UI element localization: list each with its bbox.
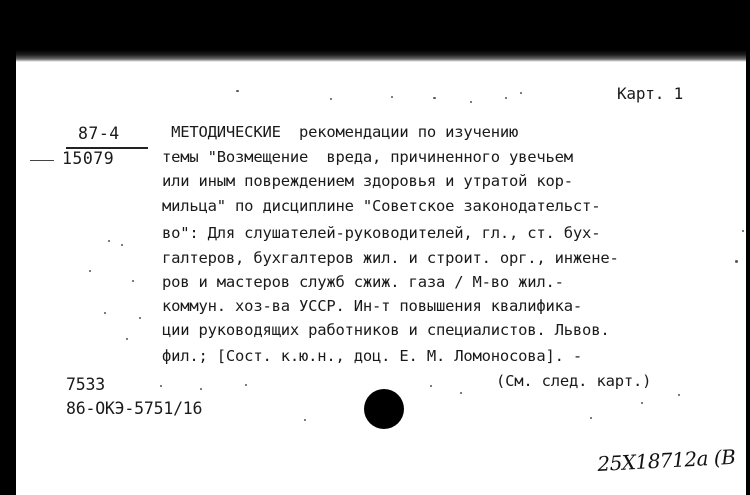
description-line: или иным повреждением здоровья и утратой кор- xyxy=(162,172,573,190)
classification-code: 7533 xyxy=(66,375,105,394)
description-line: темы "Возмещение вреда, причиненного увечьем xyxy=(162,148,573,166)
description-line: галтеров, бухгалтеров жил. и строит. орг., инжене- xyxy=(162,249,619,267)
description-line: коммун. хоз-ва УССР. Ин-т повышения квалифика- xyxy=(162,297,583,315)
card-punch-hole xyxy=(364,389,404,429)
handwritten-note: 25X18712a (B xyxy=(596,444,736,476)
inventory-number: 15079 xyxy=(62,149,115,168)
scan-top-border-edge xyxy=(0,50,750,62)
description-line: мильца" по дисциплине "Советское законодательст- xyxy=(162,197,601,215)
description-line: фил.; [Сост. к.ю.н., доц. Е. М. Ломоносова]. - xyxy=(162,347,583,365)
registration-code: 86-ОКЭ-5751/16 xyxy=(66,399,203,418)
description-line: ров и мастеров служб сжиж. газа / М-во жил.- xyxy=(162,273,564,291)
description-line: ции руководящих работников и специалистов. Львов. xyxy=(162,321,610,339)
description-line: во": Для слушателей-руководителей, гл., ст. бух- xyxy=(162,224,601,242)
card-number: Карт. 1 xyxy=(617,84,684,103)
shelf-mark: 87-4 xyxy=(78,124,120,143)
description-line: МЕТОДИЧЕСКИЕ рекомендации по изучению xyxy=(162,123,519,141)
continuation-note: (См. след. карт.) xyxy=(496,372,652,390)
scan-right-border xyxy=(746,0,750,495)
margin-dash xyxy=(30,160,54,161)
scan-left-border xyxy=(0,0,16,495)
